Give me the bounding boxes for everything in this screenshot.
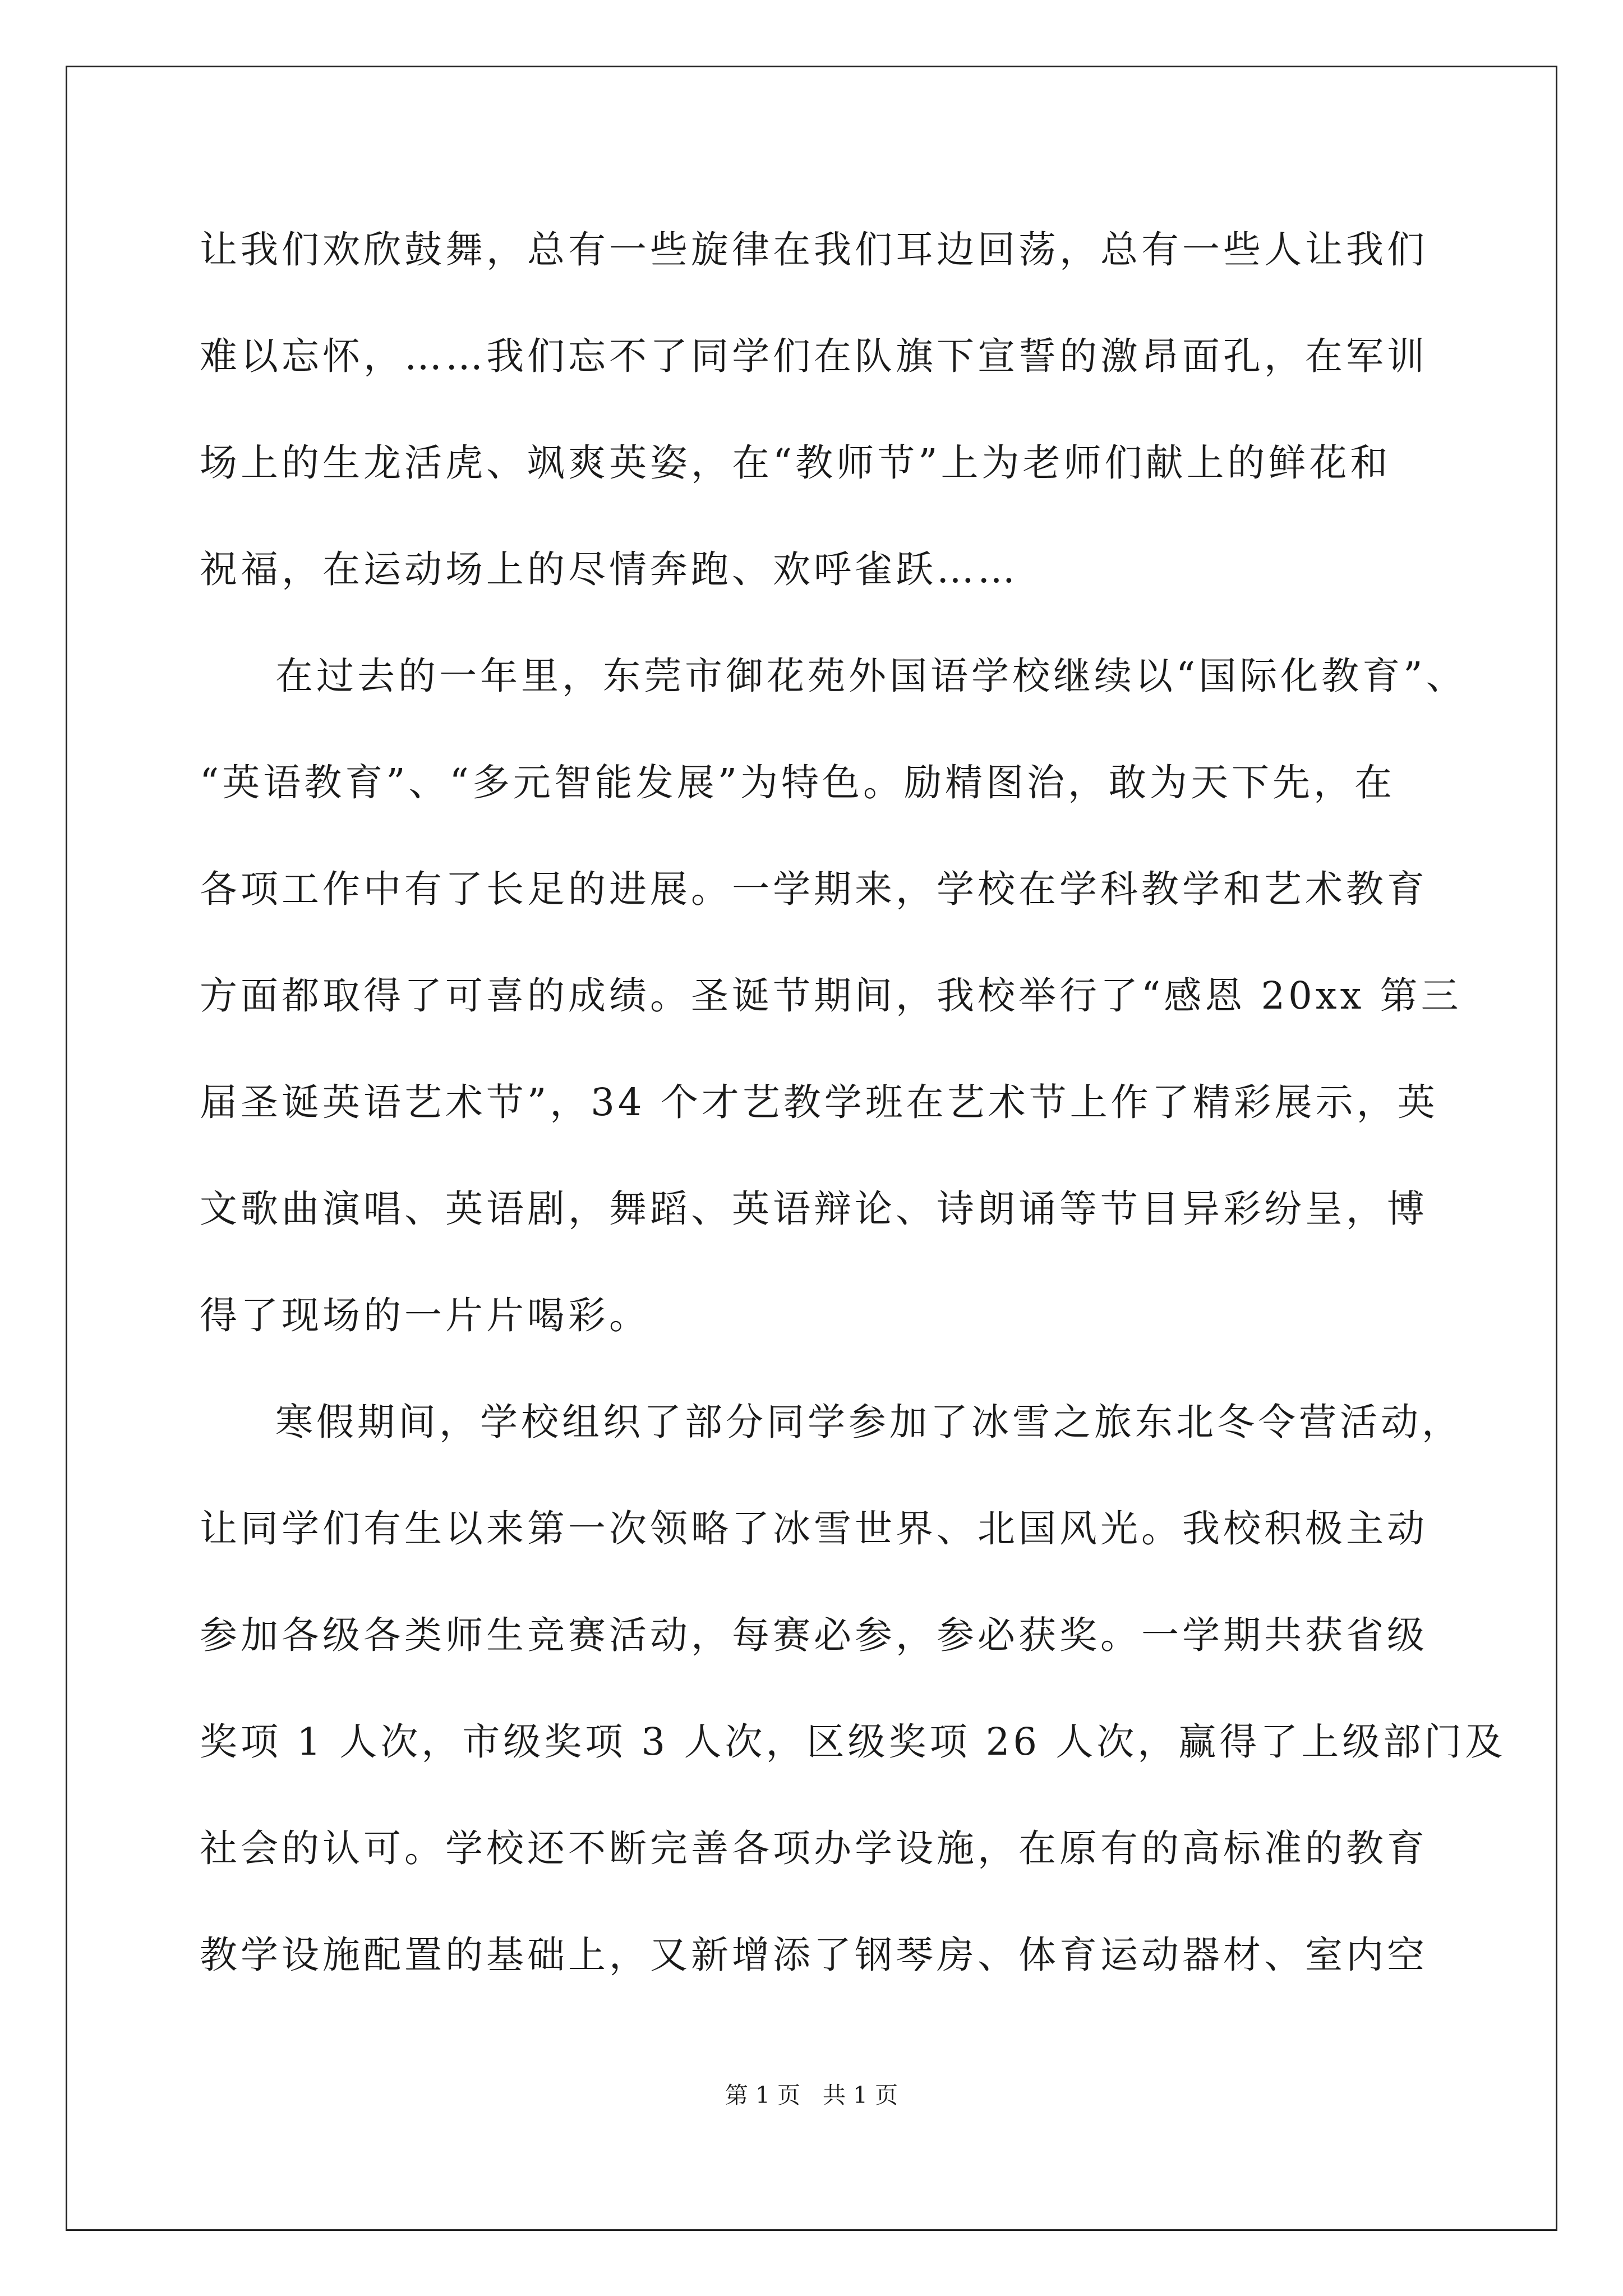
text-line: 届圣诞英语艺术节”，34 个才艺教学班在艺术节上作了精彩展示，英 <box>200 1080 1438 1124</box>
text-line: 得了现场的一片片喝彩。 <box>200 1294 650 1337</box>
text-line: 教学设施配置的基础上，又新增添了钢琴房、体育运动器材、室内空 <box>200 1933 1428 1977</box>
text-line: 让我们欢欣鼓舞，总有一些旋律在我们耳边回荡，总有一些人让我们 <box>200 228 1428 272</box>
text-line: 祝福，在运动场上的尽情奔跑、欢呼雀跃…… <box>200 547 1018 591</box>
document-body <box>200 222 1506 2033</box>
text-line: 场上的生龙活虎、飒爽英姿，在“教师节”上为老师们献上的鲜花和 <box>200 441 1391 485</box>
text-line: 文歌曲演唱、英语剧，舞蹈、英语辩论、诗朗诵等节目异彩纷呈，博 <box>200 1187 1428 1231</box>
text-line: 各项工作中有了长足的进展。一学期来，学校在学科教学和艺术教育 <box>200 867 1428 911</box>
page-footer <box>0 2078 1623 2112</box>
text-line: 难以忘怀，……我们忘不了同学们在队旗下宣誓的激昂面孔，在军训 <box>200 334 1428 378</box>
text-line: 让同学们有生以来第一次领略了冰雪世界、北国风光。我校积极主动 <box>200 1507 1428 1550</box>
text-line: 奖项 1 人次，市级奖项 3 人次，区级奖项 26 人次，赢得了上级部门及 <box>200 1720 1506 1764</box>
page-number: 第 1 页 <box>725 2082 800 2109</box>
page-total: 共 1 页 <box>823 2082 898 2109</box>
text-line: 社会的认可。学校还不断完善各项办学设施，在原有的高标准的教育 <box>200 1826 1428 1870</box>
paragraph-first-line: 寒假期间，学校组织了部分同学参加了冰雪之旅东北冬令营活动， <box>275 1400 1463 1444</box>
text-line: 参加各级各类师生竞赛活动，每赛必参，参必获奖。一学期共获省级 <box>200 1613 1428 1657</box>
text-line: 方面都取得了可喜的成绩。圣诞节期间，我校举行了“感恩 20xx 第三 <box>200 974 1462 1018</box>
text-line: “英语教育”、“多元智能发展”为特色。励精图治，敢为天下先，在 <box>200 761 1396 804</box>
paragraph-first-line: 在过去的一年里，东莞市御花苑外国语学校继续以“国际化教育”、 <box>275 654 1467 698</box>
